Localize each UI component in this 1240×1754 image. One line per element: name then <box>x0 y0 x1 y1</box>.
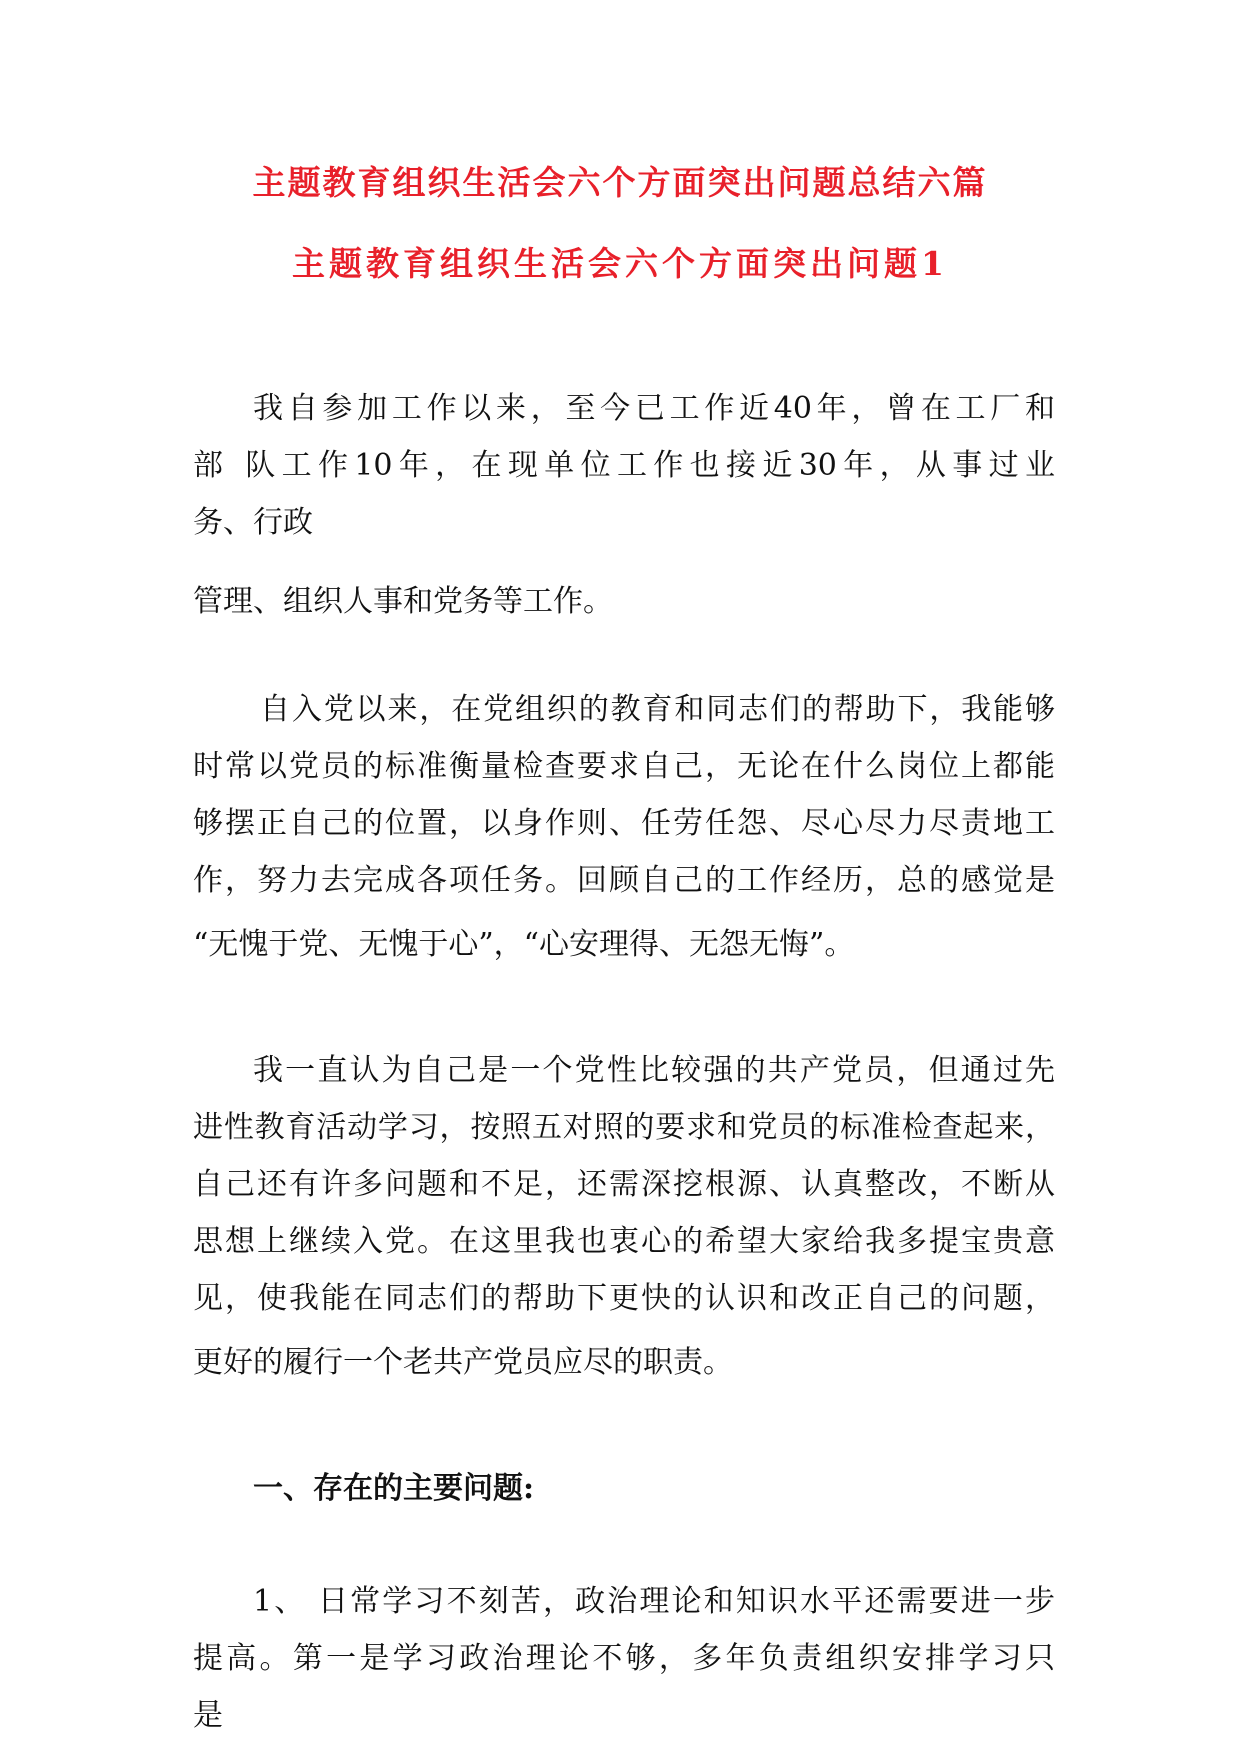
item-1-line-2: 提高。第一是学习政治理论不够，多年负责组织安排学习只 <box>193 1641 1055 1676</box>
paragraph-1-line-4: 管理、组织人事和党务等工作。 <box>193 584 613 619</box>
paragraph-3-line-2: 进性教育活动学习，按照五对照的要求和党员的标准检查起来， <box>193 1110 1055 1145</box>
paragraph-2-line-2: 时常以党员的标准衡量检查要求自己，无论在什么岗位上都能 <box>193 749 1055 784</box>
paragraph-2-line-3: 够摆正自己的位置，以身作则、任劳任怨、尽心尽力尽责地工 <box>193 806 1055 841</box>
paragraph-3-line-6: 更好的履行一个老共产党员应尽的职责。 <box>193 1345 733 1380</box>
paragraph-2-line-4: 作，努力去完成各项任务。回顾自己的工作经历，总的感觉是 <box>193 863 1055 898</box>
paragraph-3-line-5: 见，使我能在同志们的帮助下更快的认识和改正自己的问题， <box>193 1281 1055 1316</box>
paragraph-3-line-3: 自己还有许多问题和不足，还需深挖根源、认真整改，不断从 <box>193 1167 1055 1202</box>
paragraph-2-line-1: 自入党以来，在党组织的教育和同志们的帮助下，我能够 <box>260 692 1055 727</box>
paragraph-1-line-3: 务、行政 <box>193 505 313 540</box>
paragraph-1-line-2: 部 队工作10年，在现单位工作也接近30年，从事过业 <box>193 448 1055 483</box>
paragraph-3-line-4: 思想上继续入党。在这里我也衷心的希望大家给我多提宝贵意 <box>193 1224 1055 1259</box>
item-1-line-1: 1、 日常学习不刻苦，政治理论和知识水平还需要进一步 <box>253 1584 1055 1619</box>
paragraph-2-line-5: “无愧于党、无愧于心”，“心安理得、无怨无悔”。 <box>193 927 855 962</box>
paragraph-1-line-1: 我自参加工作以来，至今已工作近40年，曾在工厂和 <box>253 391 1055 426</box>
item-1-line-3: 是 <box>193 1698 223 1733</box>
paragraph-3-line-1: 我一直认为自己是一个党性比较强的共产党员，但通过先 <box>253 1053 1055 1088</box>
document-title: 主题教育组织生活会六个方面突出问题总结六篇 <box>252 163 988 202</box>
section-heading-problems: 一、存在的主要问题: <box>253 1471 535 1506</box>
document-subtitle: 主题教育组织生活会六个方面突出问题1 <box>292 244 948 283</box>
